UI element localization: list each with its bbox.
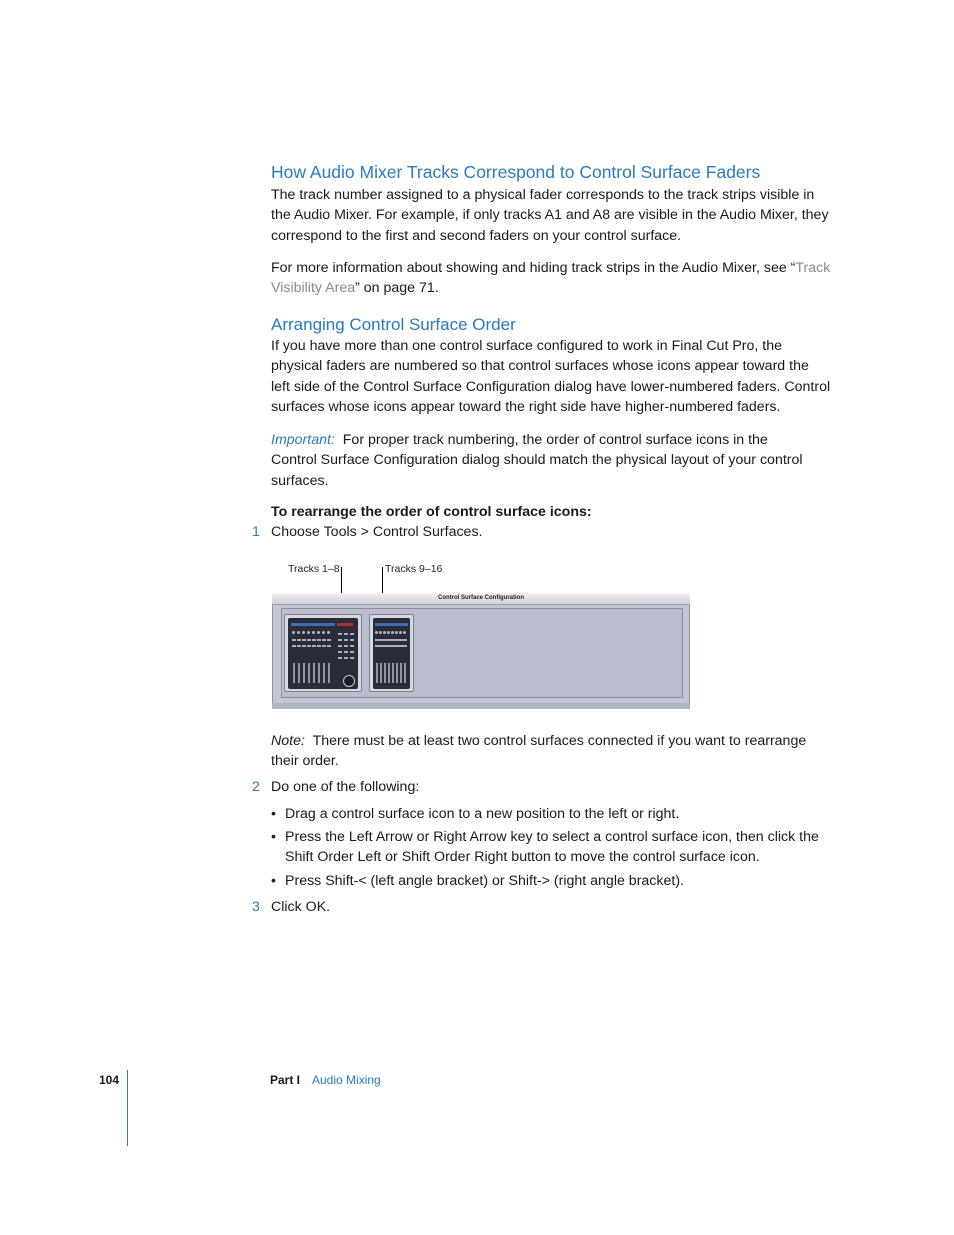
body-paragraph: If you have more than one control surface configured to work in Final Cut Pro, the physical faders are numbered so that control surfaces whose icons appear toward the left side of the Control Surface Configuration dialog have lower-numbered faders. Control surfaces whose icons appear toward the right side have higher-numbered faders. xyxy=(271,338,831,416)
cross-reference-link[interactable]: Track Visibility Area xyxy=(271,260,831,297)
page-number: 104 xyxy=(99,1073,120,1087)
step-text: Choose Tools > Control Surfaces. xyxy=(271,524,483,540)
callout-tracks-1-8: Tracks 1–8 xyxy=(288,563,340,575)
bullet-item: Drag a control surface icon to a new position to the left or right. xyxy=(285,806,680,822)
note-label: Note: xyxy=(271,733,305,749)
body-paragraph: The track number assigned to a physical fader corresponds to the track strips visible in the Audio Mixer. For example, if only tracks A1 and A8 are visible in the Audio Mixer, they correspond to the first and second faders on your control surface. xyxy=(271,187,829,244)
bullet-marker: • xyxy=(271,806,276,822)
dialog-title: Control Surface Configuration xyxy=(272,593,690,605)
callout-tracks-9-16: Tracks 9–16 xyxy=(385,563,443,575)
bullet-item: Press the Left Arrow or Right Arrow key to select a control surface icon, then click the Shift Order Left or Shift Order Right button to move the control surface icon. xyxy=(285,829,819,866)
subsection-heading: Arranging Control Surface Order xyxy=(271,315,516,334)
footer-section-link[interactable]: Audio Mixing xyxy=(312,1073,381,1087)
step-text: Click OK. xyxy=(271,899,331,915)
see-also-prefix: For more information about showing and hiding track strips in the Audio Mixer, see “ xyxy=(271,260,796,276)
bullet-marker: • xyxy=(271,873,276,889)
bullet-item: Press Shift-< (left angle bracket) or Shift-> (right angle bracket). xyxy=(285,873,684,889)
step-text: Do one of the following: xyxy=(271,779,420,795)
important-label: Important: xyxy=(271,432,335,448)
step-number: 1 xyxy=(252,524,260,540)
note-text: There must be at least two control surfaces connected if you want to rearrange their order. xyxy=(271,733,807,770)
footer-rule xyxy=(127,1070,128,1146)
procedure-title: To rearrange the order of control surface icons: xyxy=(271,504,592,520)
footer-part-label: Part I xyxy=(270,1073,301,1087)
see-also-suffix: ” on page 71. xyxy=(355,280,439,297)
step-number: 3 xyxy=(252,899,260,915)
bullet-marker: • xyxy=(271,829,276,845)
section-heading: How Audio Mixer Tracks Correspond to Control Surface Faders xyxy=(271,162,761,182)
important-callout xyxy=(271,430,811,491)
dialog-bottom-bar xyxy=(272,703,690,709)
control-surface-icon-1[interactable] xyxy=(284,614,362,692)
important-text: For proper track numbering, the order of control surface icons in the Control Surface Configuration dialog should match the physical layout of your control surfaces. xyxy=(271,432,803,489)
body-paragraph-see-also xyxy=(271,258,831,299)
note-callout xyxy=(271,731,831,772)
control-surface-icon-2[interactable] xyxy=(369,614,414,692)
step-number: 2 xyxy=(252,779,260,795)
jog-wheel-icon xyxy=(343,675,355,687)
